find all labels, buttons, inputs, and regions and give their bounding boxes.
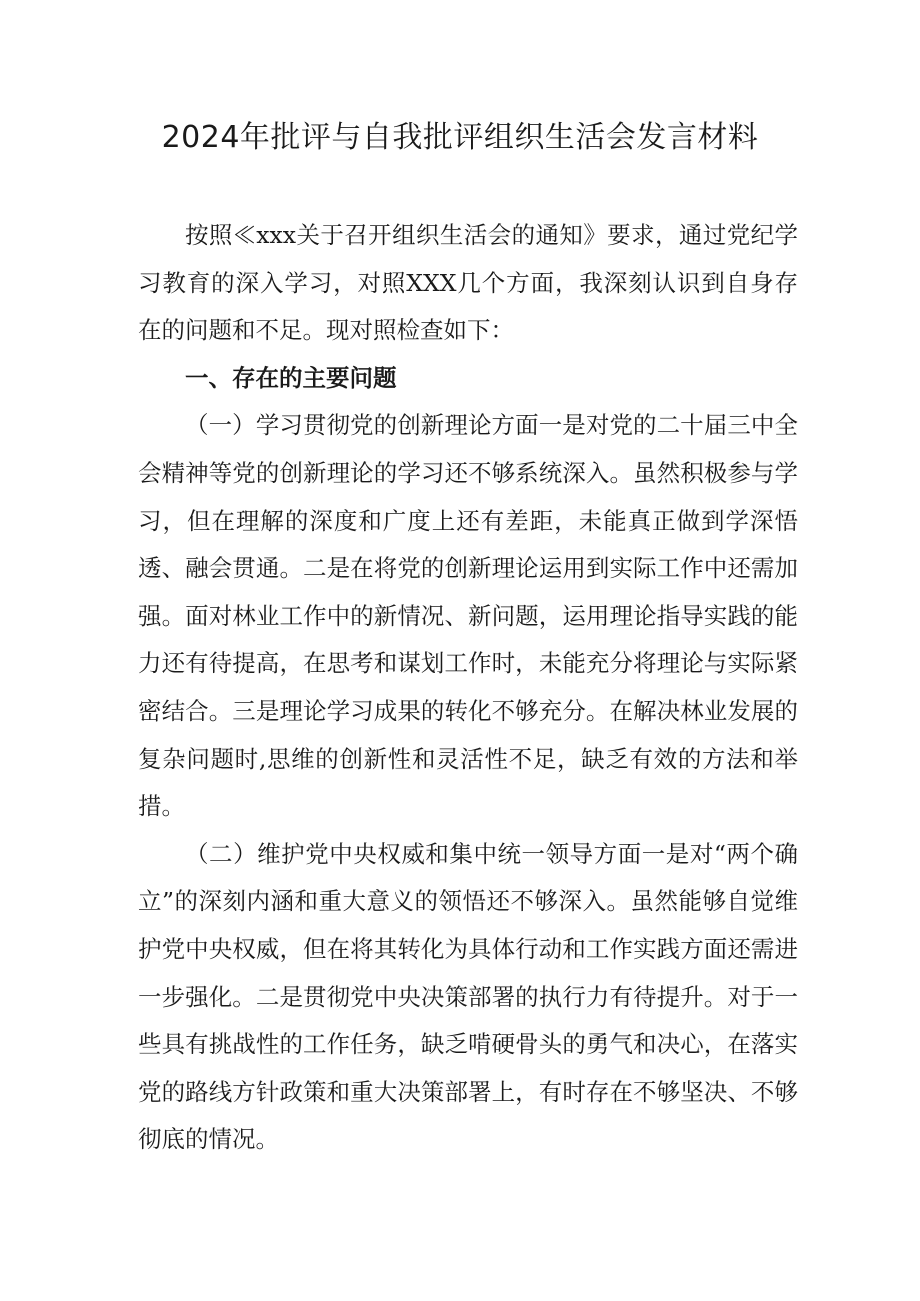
document-title: 2024年批评与自我批评组织生活会发言材料 [161, 120, 759, 155]
item-paragraph-2: （二）维护党中央权威和集中统一领导方面一是对“两个确立”的深刻内涵和重大意义的领悟还不够深入。虽然能够自觉维护党中央权威，但在将其转化为具体行动和工作实践方面还需进一步强化。二是贯彻党中央决策部署的执行力有待提升。对于一些具有挑战性的工作任务，缺乏啃硬骨头的勇气和决心，在落实党的路线方针政策和重大决策部署上，有时存在不够坚决、不够彻底的情况。 [138, 839, 798, 1154]
section-heading: 一、存在的主要问题 [185, 363, 397, 392]
item-paragraph-1: （一）学习贯彻党的创新理论方面一是对党的二十届三中全会精神等党的创新理论的学习还不够系统深入。虽然积极参与学习，但在理解的深度和广度上还有差距，未能真正做到学深悟透、融会贯通。二是在将党的创新理论运用到实际工作中还需加强。面对林业工作中的新情况、新问题，运用理论指导实践的能力还有待提高，在思考和谋划工作时，未能充分将理论与实际紧密结合。三是理论学习成果的转化不够充分。在解决林业发展的复杂问题时,思维的创新性和灵活性不足，缺乏有效的方法和举措。 [138, 411, 798, 821]
document-body [138, 212, 798, 1164]
intro-paragraph: 按照≪xxx关于召开组织生活会的通知》要求，通过党纪学习教育的深入学习，对照XXX几个方面，我深刻认识到自身存在的问题和不足。现对照检查如下： [138, 221, 798, 345]
